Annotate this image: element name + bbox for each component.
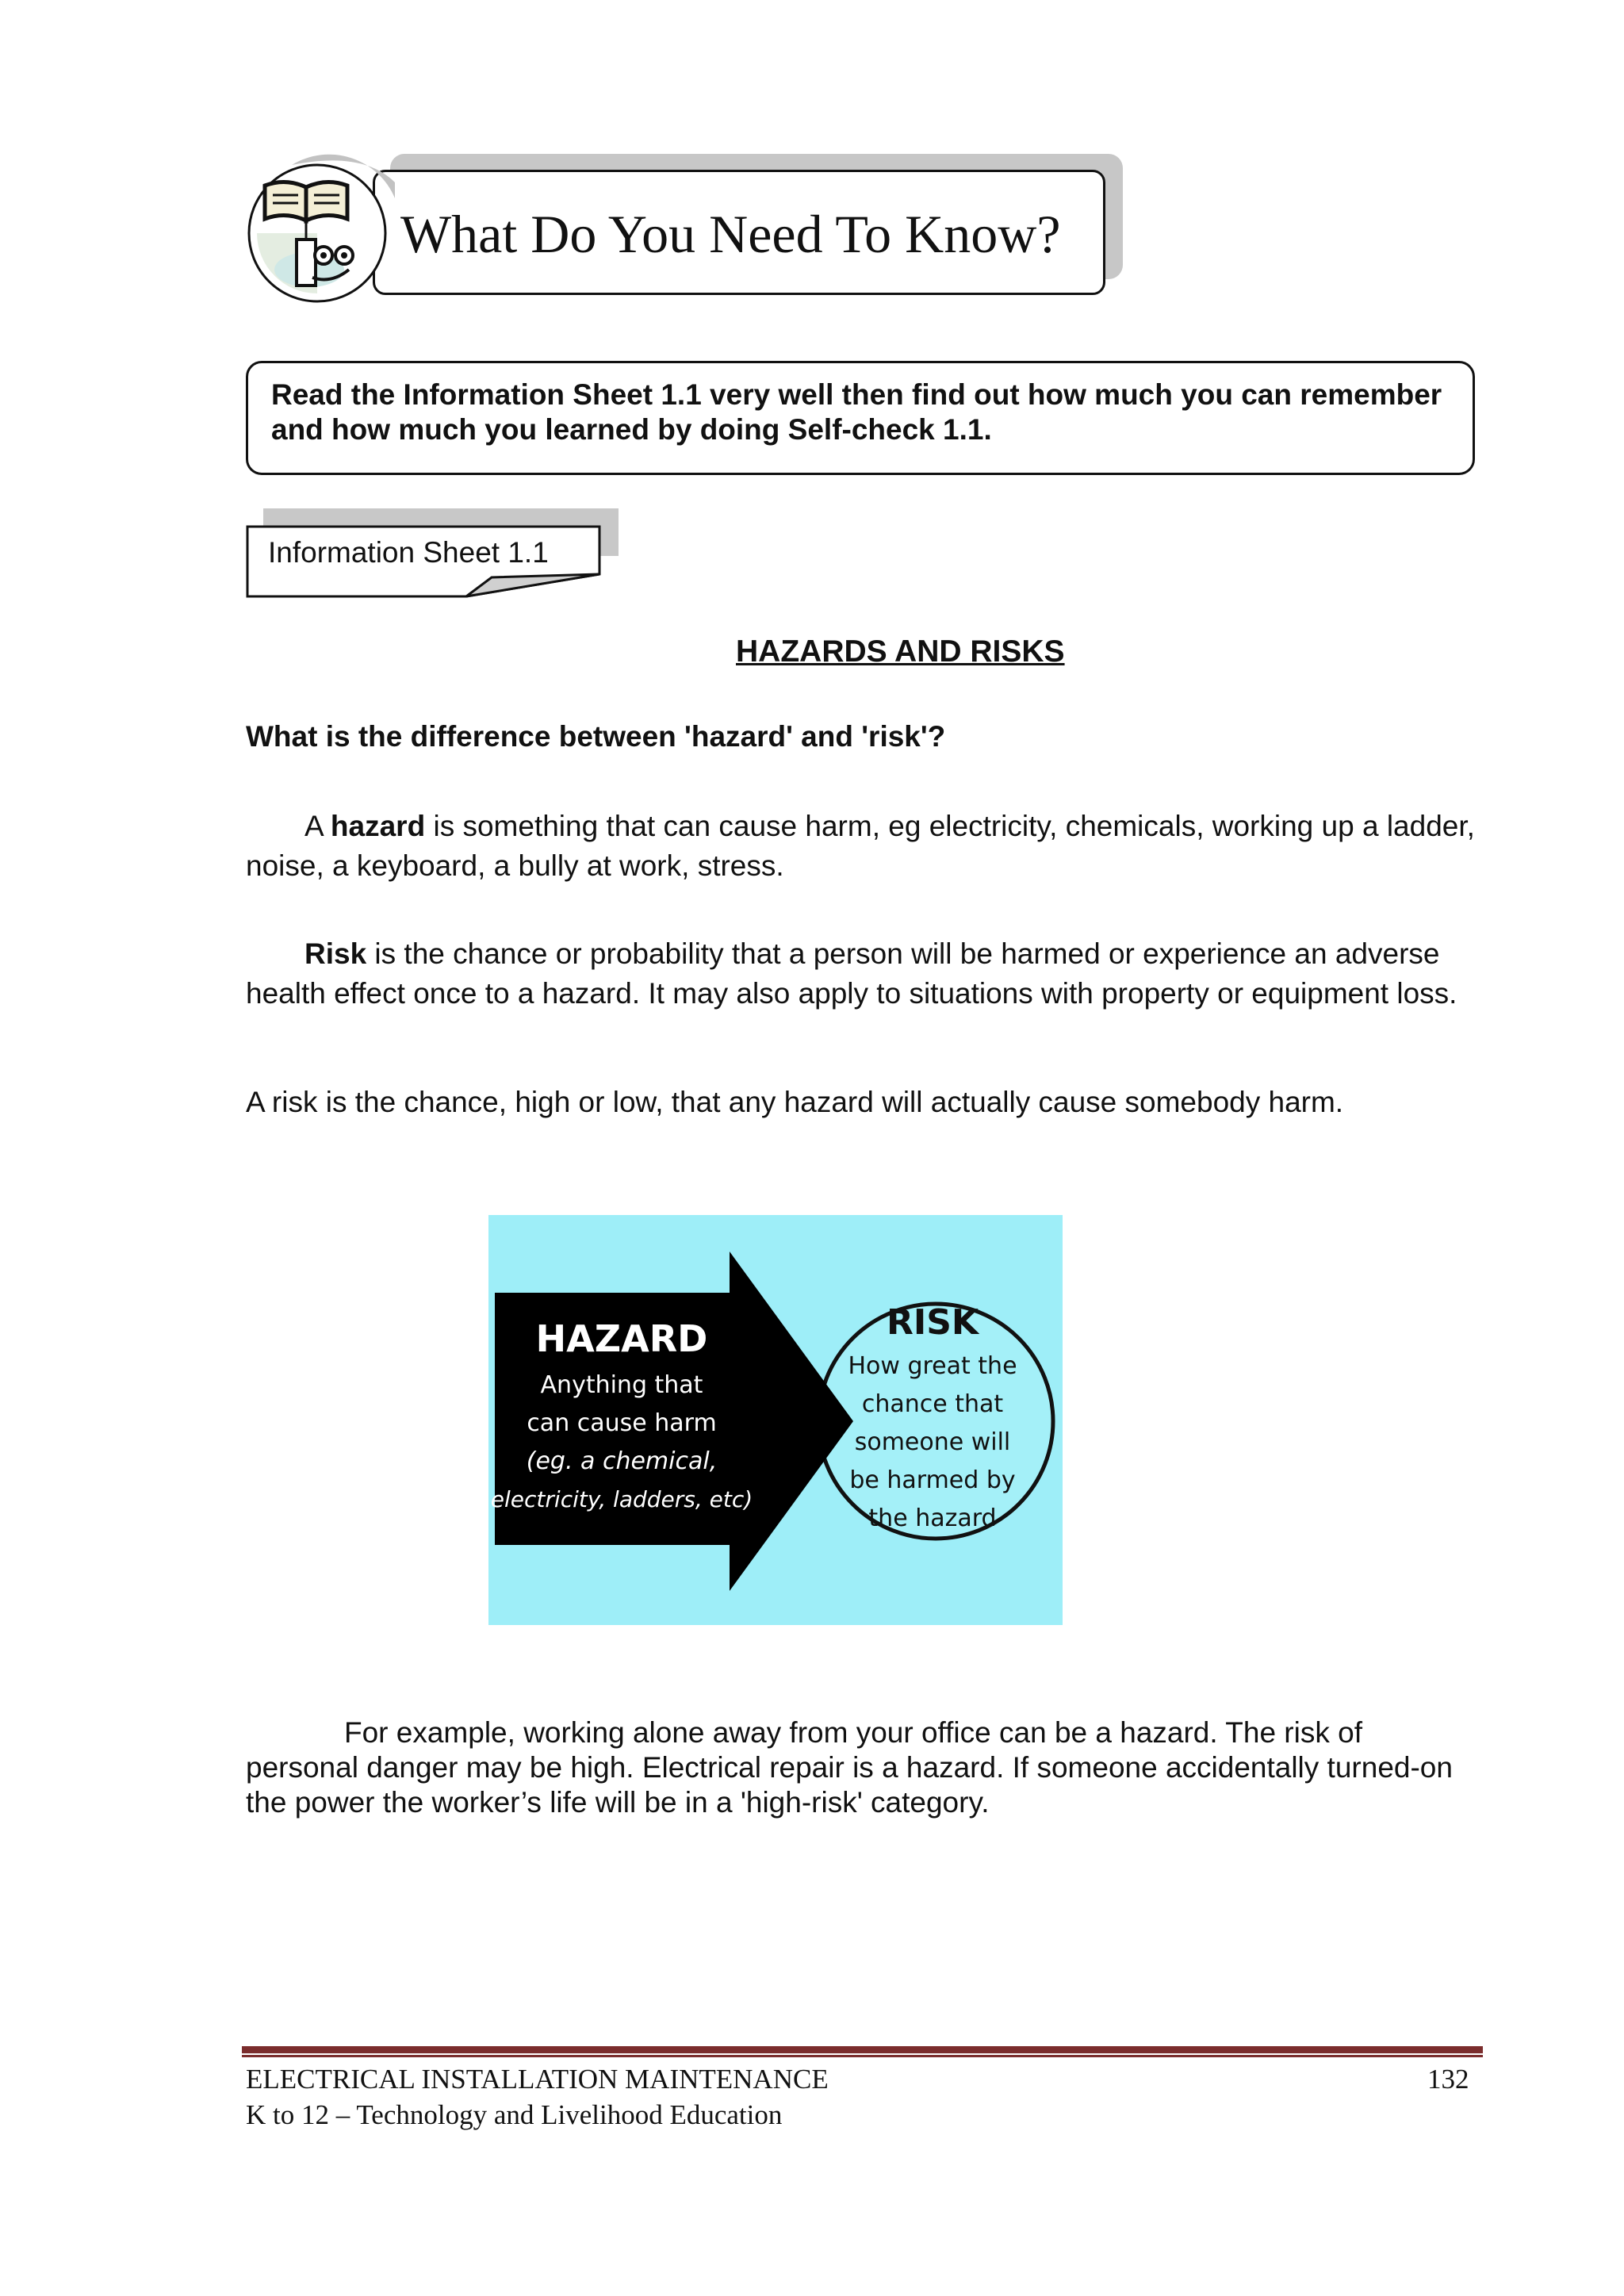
risk-paragraph: Risk is the chance or probability that a person will be harmed or experience an adverse health effect once to a hazard. It may also apply to situations with property or equipment loss.	[246, 937, 1457, 1010]
page-title: What Do You Need To Know?	[400, 204, 1061, 264]
hazard-line: Anything that	[540, 1371, 703, 1399]
risk-line: be harmed by	[849, 1466, 1016, 1494]
risk-line: the hazard	[868, 1504, 997, 1532]
hazard-line: (eg. a chemical,	[526, 1447, 718, 1475]
footer-rule	[242, 2046, 1483, 2053]
section-heading: HAZARDS AND RISKS	[736, 634, 1065, 669]
risk-line: How great the	[848, 1352, 1017, 1380]
info-sheet-label: Information Sheet 1.1	[268, 536, 549, 569]
risk-line: chance that	[861, 1390, 1004, 1418]
reading-book-icon	[244, 151, 403, 309]
hazard-risk-diagram	[488, 1215, 1063, 1625]
section-question: What is the difference between 'hazard' and 'risk'?	[246, 720, 946, 753]
risk-summary: A risk is the chance, high or low, that any hazard will actually cause somebody harm.	[246, 1086, 1344, 1118]
risk-title: RISK	[886, 1302, 979, 1343]
hazard-line: electricity, ladders, etc)	[490, 1486, 753, 1512]
risk-line: someone will	[854, 1428, 1011, 1456]
hazard-term: hazard	[330, 810, 426, 842]
hazard-title: HAZARD	[535, 1317, 708, 1360]
footer-rule-thin	[242, 2055, 1483, 2057]
hazard-line: can cause harm	[527, 1409, 717, 1437]
instruction-text: Read the Information Sheet 1.1 very well then find out how much you can remember and how much you learned by doing Self-check 1.1.	[271, 378, 1442, 446]
example-paragraph: For example, working alone away from your office can be a hazard. The risk of personal danger may be high. Electrical repair is a hazard. If someone accidentally turned-on the power the worker’s life will be in a 'high-risk' category.	[246, 1716, 1453, 1819]
footer-subtitle: K to 12 – Technology and Livelihood Education	[246, 2099, 783, 2130]
footer-course-title: ELECTRICAL INSTALLATION MAINTENANCE	[246, 2064, 829, 2095]
risk-term: Risk	[304, 937, 367, 970]
hazard-paragraph: A hazard is something that can cause harm, eg electricity, chemicals, working up a ladder, noise, a keyboard, a bully at work, stress.	[246, 810, 1475, 882]
page-number: 132	[1427, 2064, 1469, 2095]
